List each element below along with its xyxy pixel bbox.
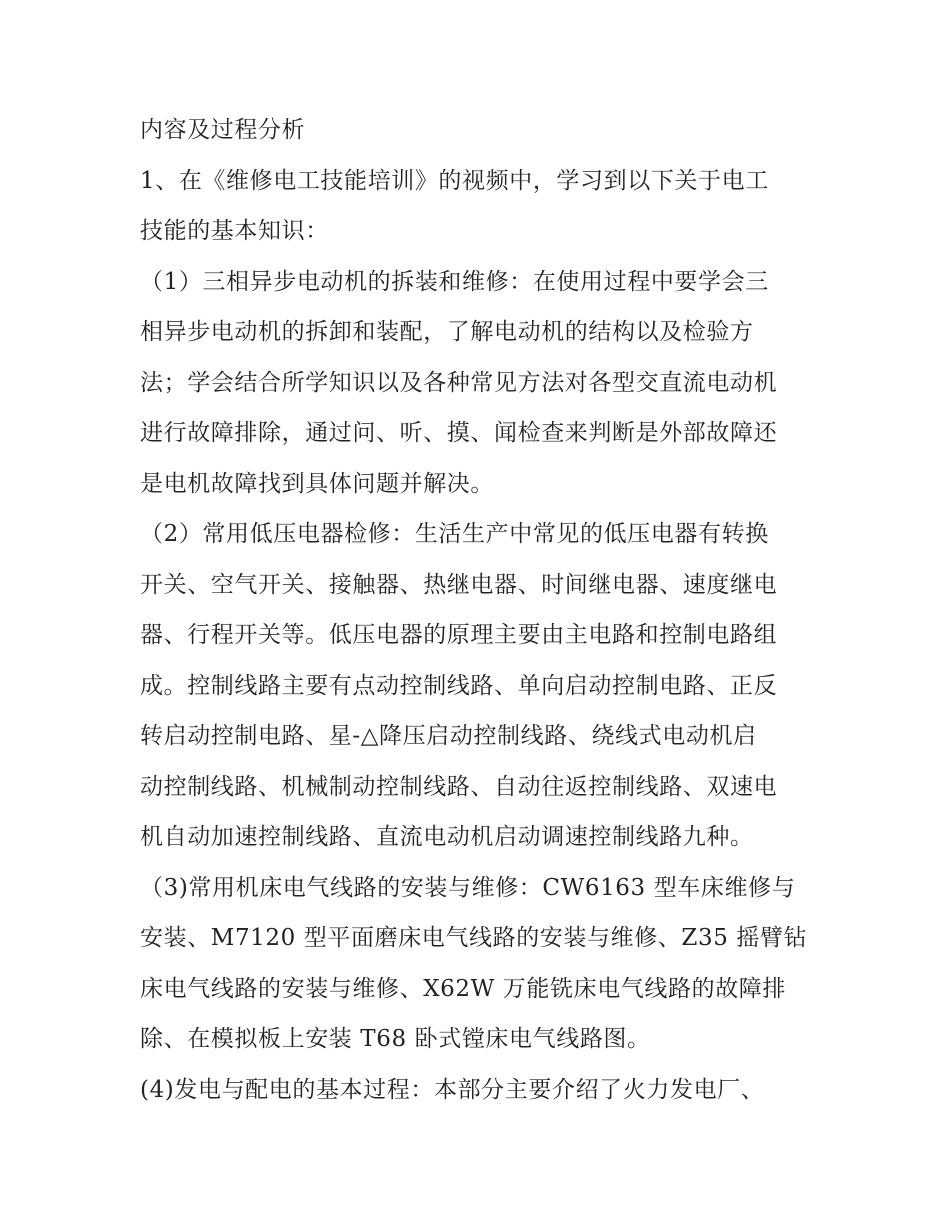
paragraph-line: 1、在《维修电工技能培训》的视频中，学习到以下关于电工 <box>140 168 769 194</box>
paragraph-line: 床电气线路的安装与维修、X62W 万能铣床电气线路的故障排 <box>140 976 786 1002</box>
paragraph-line: （2）常用低压电器检修：生活生产中常见的低压电器有转换 <box>140 521 769 547</box>
paragraph-line: 动控制线路、机械制动控制线路、自动往返控制线路、双速电 <box>140 774 778 800</box>
paragraph-line: 法；学会结合所学知识以及各种常见方法对各型交直流电动机 <box>140 370 778 396</box>
section-heading: 内容及过程分析 <box>140 117 306 143</box>
paragraph-line: 机自动加速控制线路、直流电动机启动调速控制线路九种。 <box>140 824 754 850</box>
paragraph-line: 转启动控制电路、星-△降压启动控制线路、绕线式电动机启 <box>140 723 757 749</box>
paragraph-line: 安装、M7120 型平面磨床电气线路的安装与维修、Z35 摇臂钻 <box>140 925 808 951</box>
paragraph-line: （1）三相异步电动机的拆装和维修：在使用过程中要学会三 <box>140 269 769 295</box>
paragraph-line: 成。控制线路主要有点动控制线路、单向启动控制电路、正反 <box>140 673 778 699</box>
paragraph-line: 开关、空气开关、接触器、热继电器、时间继电器、速度继电 <box>140 572 778 598</box>
paragraph-line: (4)发电与配电的基本过程：本部分主要介绍了火力发电厂、 <box>140 1077 765 1103</box>
paragraph-line: 技能的基本知识： <box>140 218 329 244</box>
paragraph-line: 进行故障排除，通过问、听、摸、闻检查来判断是外部故障还 <box>140 420 778 446</box>
paragraph-line: 除、在模拟板上安装 T68 卧式镗床电气线路图。 <box>140 1026 651 1052</box>
paragraph-line: 相异步电动机的拆卸和装配，了解电动机的结构以及检验方 <box>140 319 754 345</box>
paragraph-line: 是电机故障找到具体问题并解决。 <box>140 471 494 497</box>
paragraph-line: （3)常用机床电气线路的安装与维修：CW6163 型车床维修与 <box>140 875 796 901</box>
paragraph-line: 器、行程开关等。低压电器的原理主要由主电路和控制电路组 <box>140 622 778 648</box>
